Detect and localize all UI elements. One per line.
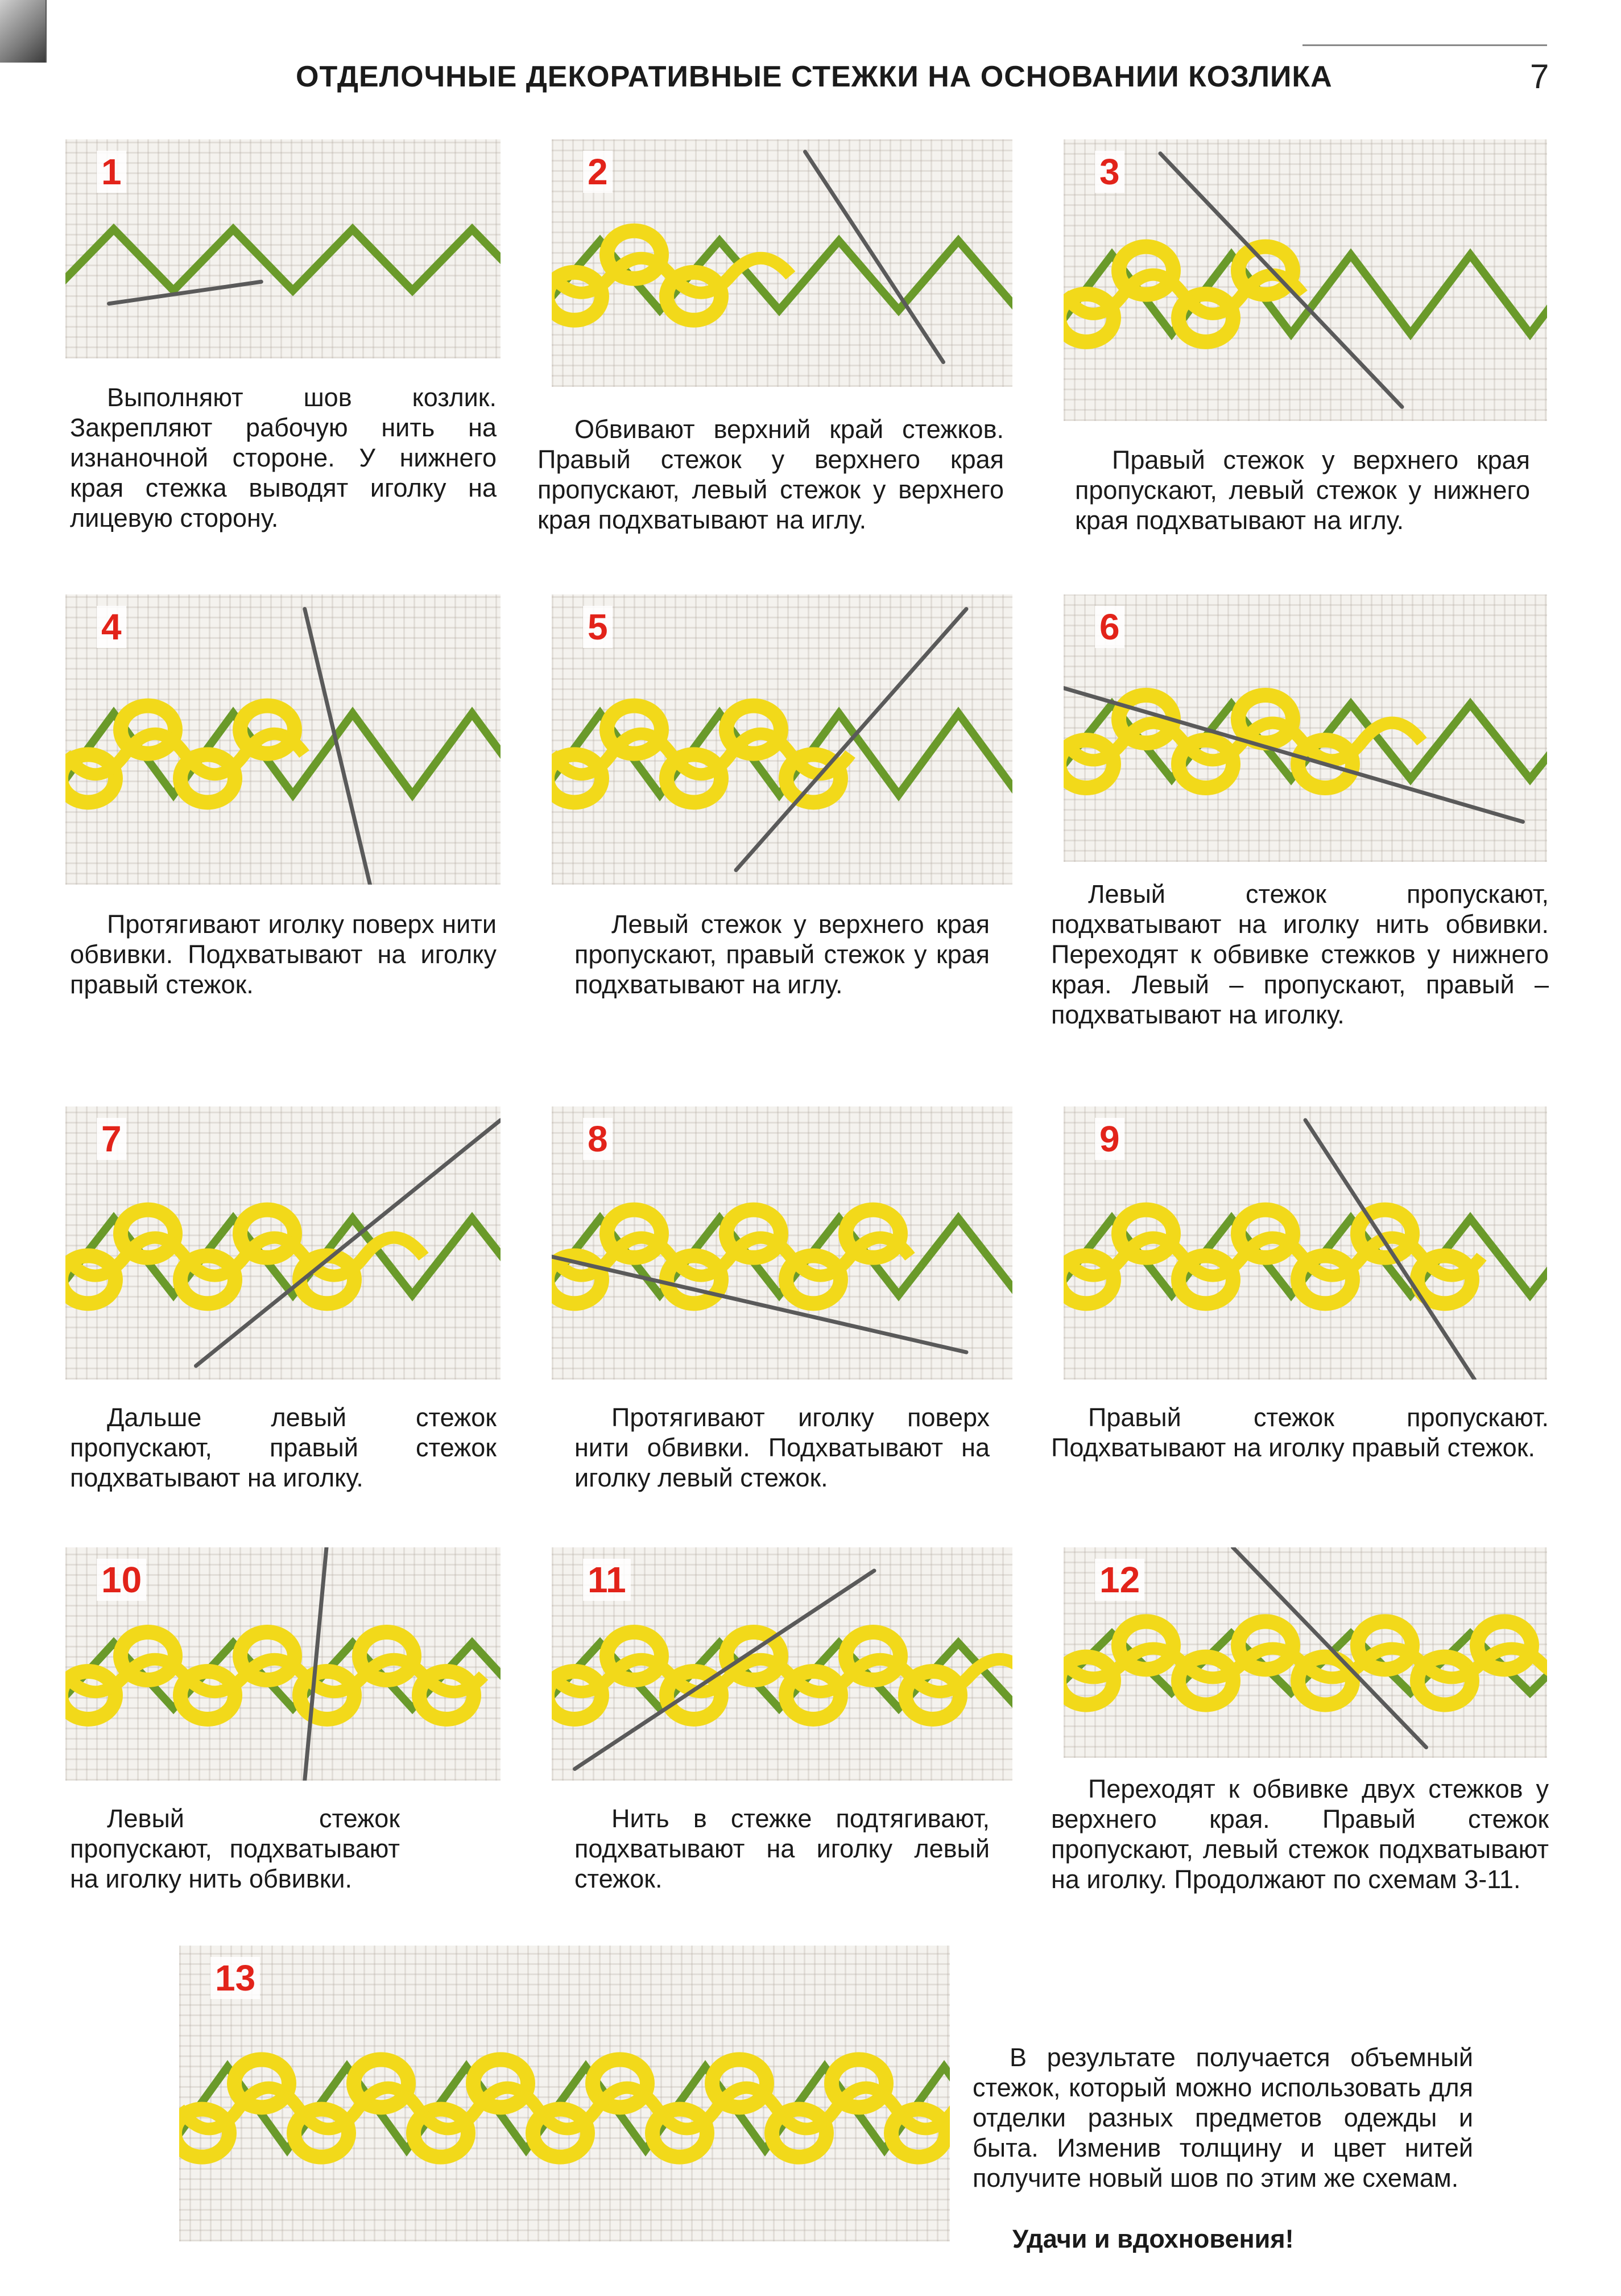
step-photo-6 xyxy=(1064,594,1547,862)
embroidery-illustration xyxy=(552,1106,1012,1380)
final-text: В результате получается объемный стежок, который можно использовать для отделки разных предметов одежды и быта. Изменив толщину и цвет нитей получите новый шов по этим же схемам. xyxy=(973,2043,1473,2192)
step-photo-7 xyxy=(65,1106,501,1380)
step-caption-10: Левый стежок пропускают, подхватывают на иголку нить обвивки. xyxy=(70,1804,400,1893)
step-number: 13 xyxy=(210,1957,260,1999)
step-number: 10 xyxy=(97,1559,146,1601)
step-number: 7 xyxy=(97,1118,126,1160)
step-number: 5 xyxy=(583,606,613,648)
step-caption-1: Выполняют шов козлик. Закрепляют рабочую нить на изнаночной стороне. У нижнего края стежка выводят иголку на лицевую сторону. xyxy=(70,383,497,532)
embroidery-illustration xyxy=(552,594,1012,885)
top-rule xyxy=(1302,44,1547,46)
step-caption-6: Левый стежок пропускают, подхватывают на иголку нить обвивки. Переходят к обвивке стежков у нижнего края. Левый – пропускают, правый – подхватывают на иголку. xyxy=(1051,879,1549,1029)
step-photo-11 xyxy=(552,1547,1012,1781)
green-zigzag-thread xyxy=(65,229,501,291)
page-number: 7 xyxy=(1530,57,1549,96)
needle xyxy=(305,1547,326,1781)
needle xyxy=(305,609,370,885)
embroidery-illustration xyxy=(179,1946,950,2241)
step-number: 1 xyxy=(97,151,126,193)
embroidery-illustration xyxy=(65,594,501,885)
step-number: 3 xyxy=(1095,151,1124,193)
embroidery-illustration xyxy=(552,139,1012,387)
step-photo-9 xyxy=(1064,1106,1547,1380)
corner-logo xyxy=(0,0,47,63)
step-photo-12 xyxy=(1064,1547,1547,1758)
step-caption-3: Правый стежок у верхнего края пропускают, левый стежок у нижнего края подхватывают на иглу. xyxy=(1075,445,1530,535)
step-caption-12: Переходят к обвивке двух стежков у верхнего края. Правый стежок пропускают, левый стежок подхватывают на иголку. Продолжают по схемам 3-11. xyxy=(1051,1774,1549,1894)
embroidery-illustration xyxy=(1064,139,1547,421)
step-number: 6 xyxy=(1095,606,1124,648)
step-photo-3 xyxy=(1064,139,1547,421)
page-title: ОТДЕЛОЧНЫЕ ДЕКОРАТИВНЫЕ СТЕЖКИ НА ОСНОВАНИИ КОЗЛИКА xyxy=(296,60,1333,93)
embroidery-illustration xyxy=(1064,1106,1547,1380)
step-caption-11: Нить в стежке подтягивают, подхватывают на иголку левый стежок. xyxy=(574,1804,990,1893)
step-photo-8 xyxy=(552,1106,1012,1380)
step-photo-2 xyxy=(552,139,1012,387)
step-caption-7: Дальше левый стежок пропускают, правый стежок подхватывают на иголку. xyxy=(70,1403,497,1492)
step-caption-4: Протягивают иголку поверх нити обвивки. Подхватывают на иголку правый стежок. xyxy=(70,910,497,999)
step-photo-4 xyxy=(65,594,501,885)
step-number: 12 xyxy=(1095,1559,1144,1601)
step-photo-5 xyxy=(552,594,1012,885)
step-number: 4 xyxy=(97,606,126,648)
step-caption-8: Протягивают иголку поверх нити обвивки. Подхватывают на иголку левый стежок. xyxy=(574,1403,990,1492)
step-number: 8 xyxy=(583,1118,613,1160)
step-caption-2: Обвивают верхний край стежков. Правый стежок у верхнего края пропускают, левый стежок у верхнего края подхватывают на иглу. xyxy=(537,415,1004,534)
step-photo-13 xyxy=(179,1946,950,2241)
step-photo-1 xyxy=(65,139,501,358)
needle xyxy=(109,282,262,304)
step-caption-5: Левый стежок у верхнего края пропускают, правый стежок у края подхватывают на иглу. xyxy=(574,910,990,999)
step-number: 11 xyxy=(583,1559,631,1601)
embroidery-illustration xyxy=(1064,594,1547,862)
final-wish: Удачи и вдохновения! xyxy=(1012,2224,1294,2253)
step-caption-9: Правый стежок пропускают. Подхватывают на иголку правый стежок. xyxy=(1051,1403,1549,1462)
step-number: 9 xyxy=(1095,1118,1124,1160)
step-number: 2 xyxy=(583,151,613,193)
embroidery-illustration xyxy=(65,139,501,358)
embroidery-illustration xyxy=(65,1106,501,1380)
step-photo-10 xyxy=(65,1547,501,1781)
